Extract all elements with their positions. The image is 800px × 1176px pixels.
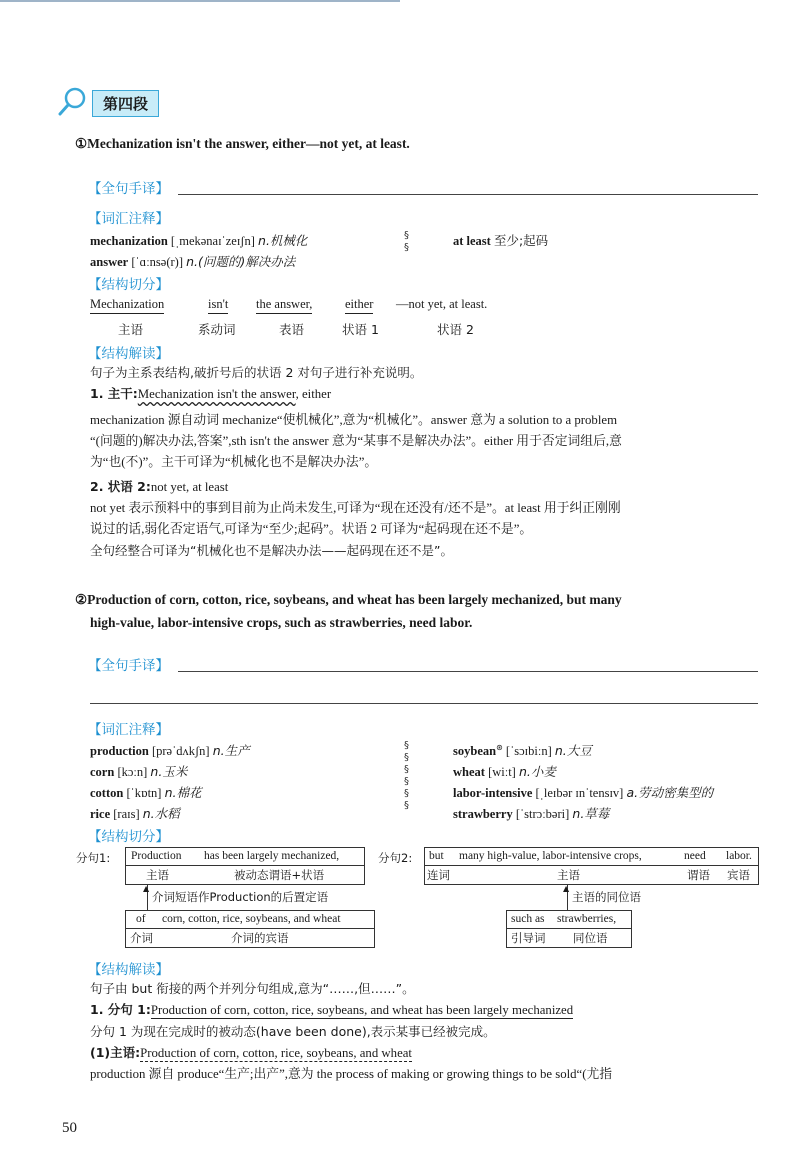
answer-line-1: [178, 194, 758, 195]
vocab-divider-1: § §: [404, 230, 409, 253]
analysis-2-block: [90, 978, 770, 1085]
analysis-intro: 句子为主系表结构,破折号后的状语 2 对句子进行补充说明。: [90, 365, 423, 380]
split-role: 表语: [279, 322, 305, 337]
clause-role: 连词: [427, 868, 450, 882]
pp-role: 介词的宾语: [231, 931, 289, 945]
label-analysis-2: 【结构解读】: [88, 962, 169, 978]
text-line: production 源自 produce“生产;出产”,意为 the process of making or growing things to be sold“(尤指: [90, 1067, 613, 1081]
note-1: 介词短语作Production的后置定语: [152, 890, 329, 904]
appos-word: strawberries,: [557, 913, 617, 925]
label-translate-1: 【全句手译】: [88, 181, 169, 197]
clause-word: labor.: [726, 850, 752, 862]
text-line: not yet 表示预料中的事到目前为止尚未发生,可译为“现在还没有/还不是”。at least 用于纠正刚刚: [90, 501, 621, 515]
vocab-item-corn: corn [kɔːn] n.玉米: [90, 764, 188, 779]
section-header: [58, 86, 218, 120]
split-word: isn't: [208, 297, 228, 314]
label-vocab-1: 【词汇注释】: [88, 211, 169, 227]
label-translate-2: 【全句手译】: [88, 658, 169, 674]
page-number: 50: [62, 1120, 77, 1136]
split-role: 系动词: [198, 322, 236, 337]
sentence-2-line-2: high-value, labor-intensive crops, such as strawberries, need labor.: [90, 615, 473, 630]
top-border-line: [0, 0, 400, 2]
vocab-item-rice: rice [raɪs] n.水稻: [90, 806, 180, 821]
analysis-1-block: [90, 362, 770, 405]
text-line: 分句 1 为现在完成时的被动态(have been done),表示某事已经被完成。: [90, 1024, 496, 1039]
note-2: 主语的同位语: [572, 890, 641, 904]
sentence-1: ①Mechanization isn't the answer, either—not yet, at least.: [75, 136, 410, 151]
clause-2-label: 分句2:: [378, 851, 413, 865]
box-divider: [425, 865, 758, 866]
clause-role: 谓语: [687, 868, 710, 882]
label-analysis-1: 【结构解读】: [88, 346, 169, 362]
clause-1-label: 分句1:: [76, 851, 111, 865]
section-title: 第四段: [92, 90, 159, 117]
clause-word: has been largely mechanized,: [204, 850, 340, 862]
vocab-item-mechanization: mechanization [ˌmekənaɪˈzeɪʃn] n.机械化: [90, 233, 308, 248]
clause-role: 主语: [146, 868, 169, 882]
appositive-box: [506, 910, 632, 948]
vocab-item-wheat: wheat [wiːt] n.小麦: [453, 764, 556, 779]
label-vocab-2: 【词汇注释】: [88, 722, 169, 738]
clause-word: need: [684, 850, 706, 862]
clause-word: Production: [131, 850, 182, 862]
appos-word: such as: [511, 913, 545, 925]
clause-word: but: [429, 850, 444, 862]
box-divider: [126, 928, 374, 929]
clause-word: many high-value, labor-intensive crops,: [459, 850, 642, 862]
answer-line-2b: [90, 703, 758, 704]
split-word: Mechanization: [90, 297, 164, 314]
pp-word: corn, cotton, rice, soybeans, and wheat: [162, 913, 341, 925]
pp-role: 介词: [130, 931, 153, 945]
clause-role: 被动态谓语+状语: [234, 868, 325, 882]
analysis-intro: 句子由 but 衔接的两个并列分句组成,意为“……,但……”。: [90, 981, 415, 996]
box-divider: [126, 865, 364, 866]
label-split-1: 【结构切分】: [88, 277, 169, 293]
split-role: 主语: [118, 322, 144, 337]
arrow-up-icon: ▲: [143, 884, 150, 893]
vocab-item-production: production [prəˈdʌkʃn] n.生产: [90, 743, 250, 758]
clause-role: 主语: [557, 868, 580, 882]
clause-1-box: [125, 847, 365, 885]
analysis-point-adverbial: 2. 状语 2:not yet, at least not yet 表示预料中的事到目前为止尚未发生,可译为“现在还没有/还不是”。at least 用于纠正刚刚 说过的话,弱化否定语气,可译为“至少;起码”。状语 2 可译为“起码现在还不是”。 全句经整合可译为“机械化也不是解决办法——起码现在还不是”。: [90, 476, 770, 561]
split-role: 状语 2: [437, 322, 474, 337]
pp-box: [125, 910, 375, 948]
text-line: mechanization 源自动词 mechanize“使机械化”,意为“机械化”。answer 意为 a solution to a problem: [90, 413, 618, 427]
vocab-item-at-least: at least 至少;起码: [453, 233, 549, 248]
vocab-item-soybean: soybean⊛ [ˈsɔɪbiːn] n.大豆: [453, 742, 592, 758]
vocab-divider-2: § § § § § §: [404, 740, 409, 811]
text-line: 说过的话,弱化否定语气,可译为“至少;起码”。状语 2 可译为“起码现在还不是”。: [90, 522, 533, 536]
clause-2-box: [424, 847, 759, 885]
split-role: 状语 1: [342, 322, 379, 337]
summary-line: 全句经整合可译为“机械化也不是解决办法——起码现在还不是”。: [90, 543, 453, 558]
split-word: —not yet, at least.: [396, 297, 488, 311]
magnifier-icon: [58, 86, 88, 118]
vocab-item-answer: answer [ˈɑːnsə(r)] n.(问题的)解决办法: [90, 254, 296, 269]
pp-word: of: [136, 913, 146, 925]
split-word: the answer,: [256, 297, 312, 314]
vocab-item-strawberry: strawberry [ˈstrɔːbəri] n.草莓: [453, 806, 610, 821]
vocab-item-labor-intensive: labor-intensive [ˌleɪbər ɪnˈtensɪv] a.劳动密集型的: [453, 785, 714, 800]
arrow-up-icon: ▲: [563, 884, 570, 893]
analysis-point-subject: (1)主语:Production of corn, cotton, rice, soybeans, and wheat: [90, 1045, 412, 1060]
appos-role: 同位语: [573, 931, 608, 945]
answer-line-2a: [178, 671, 758, 672]
label-split-2: 【结构切分】: [88, 829, 169, 845]
analysis-point-main: 1. 主干:Mechanization isn't the answer, either: [90, 386, 332, 401]
vocab-item-cotton: cotton [ˈkɒtn] n.棉花: [90, 785, 202, 800]
analysis-main-body: [90, 410, 770, 473]
text-line: 为“也(不)”。主干可译为“机械化也不是解决办法”。: [90, 455, 378, 469]
split-word: either: [345, 297, 373, 314]
appos-role: 引导词: [511, 931, 546, 945]
text-line: “(问题的)解决办法,答案”,sth isn't the answer 意为“某事不是解决办法”。either 用于否定词组后,意: [90, 434, 622, 448]
box-divider: [507, 928, 631, 929]
sentence-2-line-1: ②Production of corn, cotton, rice, soybeans, and wheat has been largely mechanized, but many: [75, 592, 622, 607]
clause-role: 宾语: [727, 868, 750, 882]
analysis-point-clause-1: 1. 分句 1:Production of corn, cotton, rice, soybeans, and wheat has been largely mechanized: [90, 1002, 574, 1017]
